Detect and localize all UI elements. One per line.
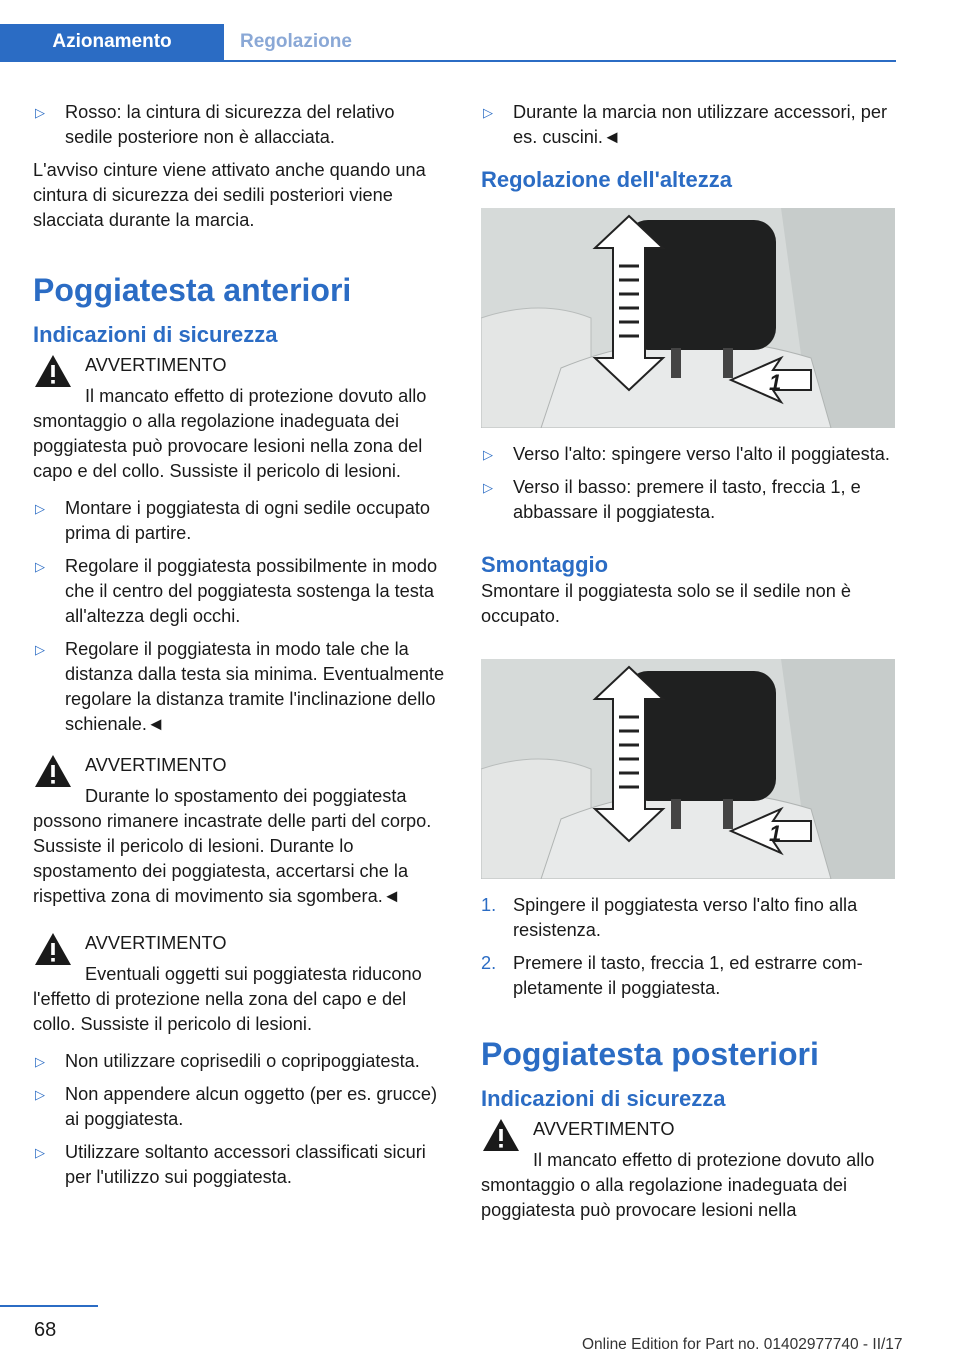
bullet-icon: ▷ — [35, 1054, 45, 1069]
warning-title: AVVERTIMENTO — [85, 933, 227, 953]
warning-title: AVVERTIMENTO — [85, 755, 227, 775]
bullet-icon: ▷ — [483, 447, 493, 462]
page-number: 68 — [34, 1319, 57, 1341]
warning-text: Durante lo spostamento dei poggiatesta possono rimanere incastrate delle parti del corpo. Sussiste il pericolo di lesioni. Durante lo spostamento dei poggiatesta, accertarsi che la rispettiva zona di movimento sia sgombera.◄ — [33, 786, 432, 906]
warning-text: Eventuali oggetti sui poggiatesta riducono l'effetto di protezione nella zona del capo e del collo. Sussiste il pericolo di lesioni. — [33, 964, 422, 1034]
list-item: ▷ Regolare il poggiatesta in modo tale che la distanza dalla testa sia minima. Eventualmente regolare la distanza tramite l'inclinazione dello schienale.◄ — [35, 639, 445, 734]
headrest-height-image — [481, 208, 895, 428]
callout-label: 1 — [769, 370, 782, 395]
header-rule — [0, 60, 896, 62]
section-title: Poggiatesta posteriori — [481, 1036, 819, 1072]
warning-block — [33, 753, 447, 909]
bullet-icon: ▷ — [35, 642, 45, 657]
callout-label: 1 — [769, 821, 782, 846]
warning-icon — [33, 931, 73, 967]
headrest-illustration — [481, 208, 895, 428]
left-column — [33, 100, 447, 1198]
warning-text: Il mancato effetto di protezione dovuto allo smontaggio o alla regolazione inadeguata dei poggiatesta può provocare lesioni nella zona del capo e del collo. Sussiste il pericolo di lesioni. — [33, 386, 427, 481]
subsection-title: Smontaggio — [481, 552, 609, 577]
list-item: ▷ Verso l'alto: spingere verso l'alto il poggiatesta. — [481, 442, 895, 467]
subsection-title: Indicazioni di sicurezza — [481, 1086, 726, 1111]
warning-text: Il mancato effetto di protezione dovuto allo smontaggio o alla regolazione inadeguata dei poggiatesta può provocare lesioni nella — [481, 1150, 875, 1220]
subsection-title: Indicazioni di sicurezza — [33, 322, 278, 347]
list-item: ▷ Non appendere alcun oggetto (per es. grucce) ai poggiatesta. — [35, 1084, 438, 1129]
edition-note: Online Edition for Part no. 01402977740 - II/17 — [582, 1336, 903, 1353]
bullet-icon: ▷ — [35, 1145, 45, 1160]
list-item: ▷ Utilizzare soltanto accessori classificati sicuri per l'utilizzo sui poggiatesta. — [35, 1142, 426, 1187]
footer-rule — [0, 1305, 98, 1307]
warning-icon — [33, 753, 73, 789]
warning-block — [33, 931, 447, 1037]
list-item: ▷ Regolare il poggiatesta possibilmente in modo che il centro del poggiatesta sostenga la testa all'altezza degli occhi. — [35, 556, 438, 626]
list-item: 1. Spingere il poggiatesta verso l'alto fino alla resistenza. — [481, 895, 858, 940]
subsection-title: Regolazione dell'altezza — [481, 167, 732, 192]
warning-block — [33, 353, 447, 484]
tab-regolazione[interactable]: Regolazione — [240, 31, 352, 52]
list-item: ▷ Montare i poggiatesta di ogni sedile occupato prima di partire. — [35, 498, 431, 543]
step-number: 1. — [481, 895, 497, 915]
bullet-icon: ▷ — [35, 501, 45, 516]
bullet-icon: ▷ — [35, 559, 45, 574]
bullet-icon: ▷ — [35, 105, 45, 120]
headrest-removal-image — [481, 659, 895, 879]
bullet-icon: ▷ — [483, 480, 493, 495]
warning-icon — [481, 1117, 521, 1153]
warning-title: AVVERTIMENTO — [533, 1119, 675, 1139]
warning-icon — [33, 353, 73, 389]
paragraph: Smontare il poggiatesta solo se il sedile non è occupato. — [481, 581, 852, 626]
list-item: ▷ Non utilizzare coprisedili o copripoggiatesta. — [33, 1049, 447, 1074]
paragraph: L'avviso cinture viene attivato anche quando una cintura di sicurezza dei sedili posteriori viene slacciata durante la marcia. — [33, 160, 426, 230]
list-item: 2. Premere il tasto, freccia 1, ed estrarre completamente il poggiatesta. — [481, 953, 863, 998]
bullet-icon: ▷ — [483, 105, 493, 120]
warning-block — [481, 1117, 895, 1223]
list-item: ▷ Rosso: la cintura di sicurezza del relativo sedile posteriore non è allacciata. — [35, 102, 395, 147]
warning-title: AVVERTIMENTO — [85, 355, 227, 375]
bullet-icon: ▷ — [35, 1087, 45, 1102]
page-header — [0, 0, 896, 62]
right-column — [481, 100, 895, 1227]
step-number: 2. — [481, 953, 497, 973]
tab-azionamento[interactable]: Azionamento — [0, 24, 224, 60]
list-item: ▷ Durante la marcia non utilizzare accessori, per es. cuscini.◄ — [483, 102, 888, 147]
section-title: Poggiatesta anteriori — [33, 272, 352, 308]
list-item: ▷ Verso il basso: premere il tasto, freccia 1, e abbassare il poggiatesta. — [483, 477, 861, 522]
headrest-illustration — [481, 659, 895, 879]
